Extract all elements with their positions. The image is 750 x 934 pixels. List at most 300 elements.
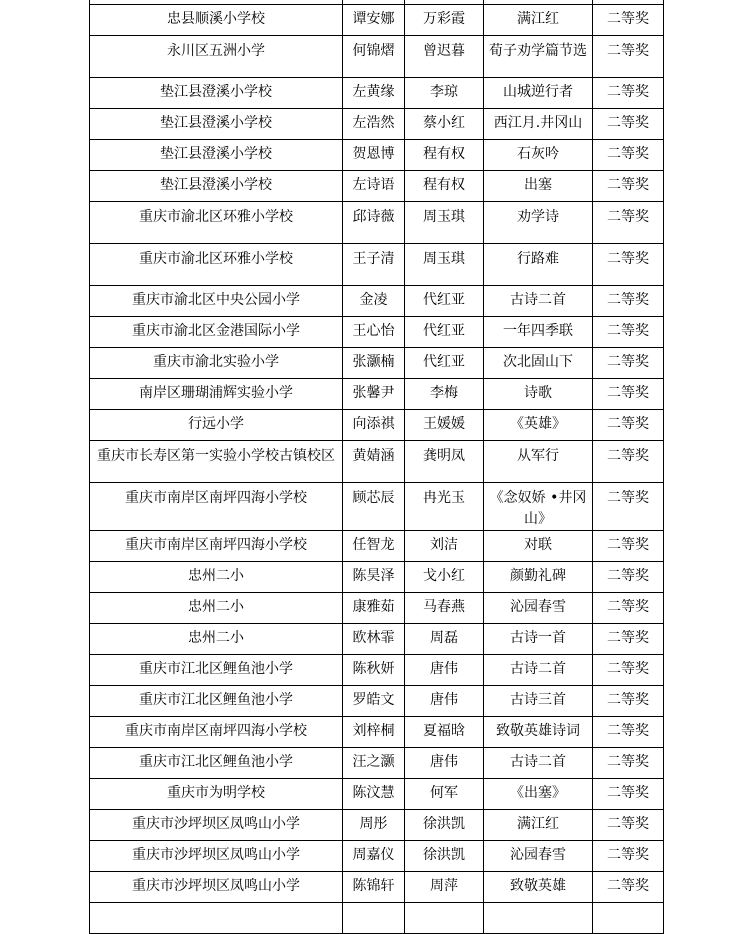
work-text: 诗歌	[524, 385, 552, 401]
school-text: 垫江县澄溪小学校	[160, 177, 272, 193]
student-cell	[343, 841, 405, 872]
teacher-cell	[405, 531, 484, 562]
student-text: 顾芯辰	[352, 490, 395, 506]
student-text: 何锦熠	[352, 43, 395, 59]
award-cell	[593, 810, 664, 841]
award-cell	[593, 5, 664, 36]
school-cell	[90, 244, 343, 286]
award-text: 二等奖	[607, 251, 649, 267]
award-text: 二等奖	[607, 385, 649, 401]
work-text: 古诗三首	[510, 692, 566, 708]
teacher-text: 李琼	[430, 84, 458, 100]
table-row	[90, 531, 664, 562]
teacher-text: 刘洁	[430, 537, 458, 553]
school-cell	[90, 748, 343, 779]
award-cell	[593, 531, 664, 562]
table-row	[90, 624, 664, 655]
school-text: 重庆市南岸区南坪四海小学校	[125, 490, 307, 506]
award-cell	[593, 655, 664, 686]
work-cell	[484, 410, 593, 441]
teacher-cell	[405, 593, 484, 624]
award-cell	[593, 441, 664, 483]
school-text: 重庆市江北区鲤鱼池小学	[139, 692, 293, 708]
student-cell	[343, 410, 405, 441]
work-cell	[484, 624, 593, 655]
award-cell	[593, 624, 664, 655]
award-text: 二等奖	[607, 878, 649, 894]
student-text: 康雅茹	[352, 599, 395, 615]
school-cell	[90, 171, 343, 202]
work-text: 西江月.井冈山	[493, 115, 583, 131]
student-text: 陈汶慧	[352, 785, 395, 801]
work-text: 石灰吟	[517, 146, 559, 162]
work-text: 沁园春雪	[510, 599, 566, 615]
award-cell	[593, 379, 664, 410]
table-row	[90, 779, 664, 810]
table-row	[90, 483, 664, 531]
school-cell	[90, 872, 343, 903]
student-cell	[343, 903, 405, 934]
work-text: 致敬英雄	[510, 878, 566, 894]
school-cell	[90, 779, 343, 810]
teacher-cell	[405, 36, 484, 78]
school-cell	[90, 655, 343, 686]
table-row	[90, 202, 664, 244]
student-text: 罗皓文	[352, 692, 395, 708]
award-cell	[593, 686, 664, 717]
school-text: 垫江县澄溪小学校	[160, 146, 272, 162]
student-text: 陈昊泽	[352, 568, 395, 584]
teacher-text: 唐伟	[430, 692, 458, 708]
work-cell	[484, 171, 593, 202]
table-row	[90, 140, 664, 171]
teacher-text: 冉光玉	[423, 490, 465, 506]
award-cell	[593, 483, 664, 531]
work-cell	[484, 686, 593, 717]
school-cell	[90, 841, 343, 872]
work-cell	[484, 441, 593, 483]
table-row	[90, 244, 664, 286]
school-cell	[90, 317, 343, 348]
work-text: 从军行	[517, 448, 559, 464]
award-cell	[593, 109, 664, 140]
school-cell	[90, 109, 343, 140]
work-text	[488, 903, 588, 907]
table-row	[90, 441, 664, 483]
teacher-text: 王媛媛	[423, 416, 465, 432]
table-row	[90, 841, 664, 872]
school-text: 重庆市为明学校	[167, 785, 265, 801]
teacher-text: 李梅	[430, 385, 458, 401]
student-cell	[343, 441, 405, 483]
teacher-cell	[405, 244, 484, 286]
teacher-cell	[405, 286, 484, 317]
table-row	[90, 109, 664, 140]
student-text: 邱诗薇	[352, 209, 395, 225]
school-cell	[90, 5, 343, 36]
work-cell	[484, 348, 593, 379]
school-cell	[90, 410, 343, 441]
teacher-text	[409, 903, 479, 907]
award-text: 二等奖	[607, 537, 649, 553]
award-text: 二等奖	[607, 292, 649, 308]
work-text: 致敬英雄诗词	[496, 723, 580, 739]
work-text: 古诗二首	[510, 754, 566, 770]
teacher-cell	[405, 379, 484, 410]
award-cell	[593, 244, 664, 286]
student-cell	[343, 348, 405, 379]
teacher-cell	[405, 202, 484, 244]
award-text: 二等奖	[607, 630, 649, 646]
school-text: 重庆市沙坪坝区凤鸣山小学	[132, 878, 300, 894]
work-text: 对联	[524, 537, 552, 553]
work-text: 山城逆行者	[503, 84, 573, 100]
work-cell	[484, 717, 593, 748]
teacher-text: 周萍	[430, 878, 458, 894]
school-text: 忠州二小	[188, 599, 244, 615]
award-text: 二等奖	[607, 847, 649, 863]
work-text: 颜勤礼碑	[510, 568, 566, 584]
student-text: 贺恩博	[352, 146, 395, 162]
table-row	[90, 5, 664, 36]
school-text: 重庆市渝北实验小学	[153, 354, 279, 370]
award-cell	[593, 78, 664, 109]
award-text: 二等奖	[607, 177, 649, 193]
school-cell	[90, 36, 343, 78]
school-cell	[90, 717, 343, 748]
teacher-cell	[405, 348, 484, 379]
work-text: 《念奴娇 •井冈山》	[489, 490, 587, 527]
student-cell	[343, 531, 405, 562]
work-text: 行路难	[517, 251, 559, 267]
school-cell	[90, 202, 343, 244]
student-cell	[343, 686, 405, 717]
award-cell	[593, 317, 664, 348]
student-cell	[343, 655, 405, 686]
student-text: 周彤	[359, 816, 388, 832]
student-cell	[343, 562, 405, 593]
award-cell	[593, 171, 664, 202]
work-cell	[484, 78, 593, 109]
teacher-text: 龚明凤	[423, 448, 465, 464]
student-text: 左诗语	[352, 177, 395, 193]
work-cell	[484, 140, 593, 171]
award-cell	[593, 872, 664, 903]
student-cell	[343, 78, 405, 109]
school-text: 重庆市江北区鲤鱼池小学	[139, 754, 293, 770]
award-text: 二等奖	[607, 723, 649, 739]
school-cell	[90, 286, 343, 317]
student-cell	[343, 109, 405, 140]
work-cell	[484, 317, 593, 348]
student-text: 刘梓桐	[352, 723, 395, 739]
work-text: 《英雄》	[510, 416, 566, 432]
student-cell	[343, 202, 405, 244]
school-cell	[90, 379, 343, 410]
school-cell	[90, 562, 343, 593]
teacher-text: 何军	[430, 785, 458, 801]
award-cell	[593, 748, 664, 779]
award-text: 二等奖	[607, 11, 649, 27]
student-cell	[343, 317, 405, 348]
work-cell	[484, 5, 593, 36]
work-cell	[484, 562, 593, 593]
table-row	[90, 903, 664, 934]
table-row	[90, 410, 664, 441]
award-cell	[593, 348, 664, 379]
award-text: 二等奖	[607, 115, 649, 131]
teacher-text: 夏福晗	[423, 723, 465, 739]
table-row	[90, 78, 664, 109]
award-text: 二等奖	[607, 209, 649, 225]
teacher-cell	[405, 109, 484, 140]
student-cell	[343, 244, 405, 286]
table-row	[90, 348, 664, 379]
student-cell	[343, 171, 405, 202]
table-row	[90, 872, 664, 903]
school-text: 重庆市渝北区中央公园小学	[132, 292, 300, 308]
teacher-text: 马春燕	[423, 599, 465, 615]
award-cell	[593, 903, 664, 934]
student-cell	[343, 140, 405, 171]
work-cell	[484, 379, 593, 410]
award-cell	[593, 717, 664, 748]
student-text: 左黄缘	[352, 84, 395, 100]
school-cell	[90, 810, 343, 841]
work-cell	[484, 593, 593, 624]
teacher-cell	[405, 717, 484, 748]
award-cell	[593, 202, 664, 244]
award-text	[597, 903, 659, 907]
teacher-cell	[405, 872, 484, 903]
work-text: 古诗一首	[510, 630, 566, 646]
work-text: 满江红	[517, 11, 559, 27]
student-cell	[343, 5, 405, 36]
award-cell	[593, 562, 664, 593]
table-row	[90, 171, 664, 202]
award-text: 二等奖	[607, 661, 649, 677]
teacher-text: 代红亚	[423, 354, 465, 370]
school-cell	[90, 624, 343, 655]
student-cell	[343, 872, 405, 903]
work-cell	[484, 244, 593, 286]
school-text: 忠州二小	[188, 630, 244, 646]
award-cell	[593, 841, 664, 872]
student-cell	[343, 36, 405, 78]
award-text: 二等奖	[607, 754, 649, 770]
work-cell	[484, 286, 593, 317]
student-text: 陈秋妍	[352, 661, 395, 677]
school-text: 重庆市沙坪坝区凤鸣山小学	[132, 847, 300, 863]
work-text: 古诗二首	[510, 661, 566, 677]
award-text: 二等奖	[607, 354, 649, 370]
award-cell	[593, 410, 664, 441]
award-text: 二等奖	[607, 416, 649, 432]
table-row	[90, 686, 664, 717]
student-cell	[343, 748, 405, 779]
school-text: 重庆市渝北区环雅小学校	[139, 251, 293, 267]
work-cell	[484, 655, 593, 686]
work-cell	[484, 36, 593, 78]
award-text: 二等奖	[607, 323, 649, 339]
teacher-cell	[405, 841, 484, 872]
teacher-cell	[405, 483, 484, 531]
award-cell	[593, 779, 664, 810]
teacher-cell	[405, 78, 484, 109]
work-text: 《出塞》	[510, 785, 566, 801]
school-cell	[90, 686, 343, 717]
work-text: 满江红	[517, 816, 559, 832]
work-cell	[484, 109, 593, 140]
work-text: 次北固山下	[503, 354, 573, 370]
work-text: 古诗二首	[510, 292, 566, 308]
teacher-text: 周磊	[430, 630, 458, 646]
school-cell	[90, 348, 343, 379]
school-text: 垫江县澄溪小学校	[160, 115, 272, 131]
student-cell	[343, 483, 405, 531]
work-cell	[484, 841, 593, 872]
teacher-cell	[405, 140, 484, 171]
teacher-text: 唐伟	[430, 661, 458, 677]
school-text	[94, 903, 338, 907]
student-text: 张馨尹	[352, 385, 395, 401]
student-cell	[343, 779, 405, 810]
school-text: 重庆市渝北区金港国际小学	[132, 323, 300, 339]
school-cell	[90, 531, 343, 562]
work-cell	[484, 202, 593, 244]
school-text: 重庆市渝北区环雅小学校	[139, 209, 293, 225]
award-table-body	[90, 0, 664, 934]
teacher-cell	[405, 624, 484, 655]
school-text: 忠州二小	[188, 568, 244, 584]
teacher-text: 戈小红	[423, 568, 465, 584]
student-text: 陈锦轩	[352, 878, 395, 894]
teacher-text: 程有权	[423, 177, 465, 193]
award-cell	[593, 286, 664, 317]
student-text: 周嘉仪	[352, 847, 395, 863]
teacher-text: 曾迟暮	[423, 43, 465, 59]
award-text: 二等奖	[607, 84, 649, 100]
student-cell	[343, 593, 405, 624]
student-text: 谭安娜	[352, 11, 395, 27]
student-text: 向添祺	[352, 416, 395, 432]
school-cell	[90, 140, 343, 171]
table-row	[90, 562, 664, 593]
student-text: 王心怡	[352, 323, 395, 339]
work-cell	[484, 810, 593, 841]
work-text: 出塞	[524, 177, 552, 193]
student-cell	[343, 286, 405, 317]
school-cell	[90, 78, 343, 109]
teacher-cell	[405, 810, 484, 841]
teacher-text: 唐伟	[430, 754, 458, 770]
school-text: 行远小学	[188, 416, 244, 432]
work-text: 一年四季联	[503, 323, 573, 339]
work-text: 荀子劝学篇节选	[489, 43, 587, 59]
table-row	[90, 317, 664, 348]
school-cell	[90, 441, 343, 483]
table-row	[90, 593, 664, 624]
school-text: 重庆市江北区鲤鱼池小学	[139, 661, 293, 677]
teacher-cell	[405, 748, 484, 779]
teacher-cell	[405, 686, 484, 717]
work-cell	[484, 483, 593, 531]
teacher-text: 代红亚	[423, 292, 465, 308]
school-text: 南岸区珊瑚浦辉实验小学	[139, 385, 293, 401]
student-text: 左浩然	[352, 115, 395, 131]
student-text	[347, 903, 400, 907]
work-text: 劝学诗	[517, 209, 559, 225]
teacher-text: 万彩霞	[423, 11, 465, 27]
student-cell	[343, 379, 405, 410]
school-text: 重庆市长寿区第一实验小学校古镇校区	[97, 448, 335, 464]
student-text: 任智龙	[352, 537, 395, 553]
student-text: 金凌	[359, 292, 388, 308]
school-text: 永川区五洲小学	[167, 43, 265, 59]
work-cell	[484, 779, 593, 810]
award-text: 二等奖	[607, 490, 649, 506]
teacher-cell	[405, 655, 484, 686]
award-text: 二等奖	[607, 448, 649, 464]
table-row	[90, 286, 664, 317]
award-text: 二等奖	[607, 599, 649, 615]
school-text: 忠县顺溪小学校	[167, 11, 265, 27]
school-cell	[90, 483, 343, 531]
teacher-cell	[405, 317, 484, 348]
teacher-text: 周玉琪	[423, 209, 465, 225]
student-text: 黄婧涵	[352, 448, 395, 464]
teacher-cell	[405, 562, 484, 593]
school-cell	[90, 593, 343, 624]
award-cell	[593, 593, 664, 624]
teacher-cell	[405, 903, 484, 934]
school-text: 垫江县澄溪小学校	[160, 84, 272, 100]
award-cell	[593, 140, 664, 171]
table-row	[90, 810, 664, 841]
award-table	[89, 0, 664, 934]
student-cell	[343, 810, 405, 841]
student-cell	[343, 717, 405, 748]
table-row	[90, 379, 664, 410]
school-text: 重庆市南岸区南坪四海小学校	[125, 723, 307, 739]
teacher-cell	[405, 441, 484, 483]
award-text: 二等奖	[607, 568, 649, 584]
work-cell	[484, 903, 593, 934]
student-text: 汪之灏	[352, 754, 395, 770]
work-cell	[484, 531, 593, 562]
award-text: 二等奖	[607, 692, 649, 708]
school-text: 重庆市南岸区南坪四海小学校	[125, 537, 307, 553]
award-text: 二等奖	[607, 43, 649, 59]
teacher-text: 徐洪凯	[423, 847, 465, 863]
teacher-cell	[405, 5, 484, 36]
school-text: 重庆市沙坪坝区凤鸣山小学	[132, 816, 300, 832]
student-text: 王子清	[352, 251, 395, 267]
teacher-cell	[405, 171, 484, 202]
work-cell	[484, 872, 593, 903]
table-row	[90, 717, 664, 748]
student-text: 张灏楠	[352, 354, 395, 370]
work-cell	[484, 748, 593, 779]
teacher-text: 程有权	[423, 146, 465, 162]
teacher-cell	[405, 779, 484, 810]
award-cell	[593, 36, 664, 78]
teacher-cell	[405, 410, 484, 441]
table-row	[90, 655, 664, 686]
award-table-container	[89, 0, 664, 934]
table-row	[90, 36, 664, 78]
teacher-text: 代红亚	[423, 323, 465, 339]
